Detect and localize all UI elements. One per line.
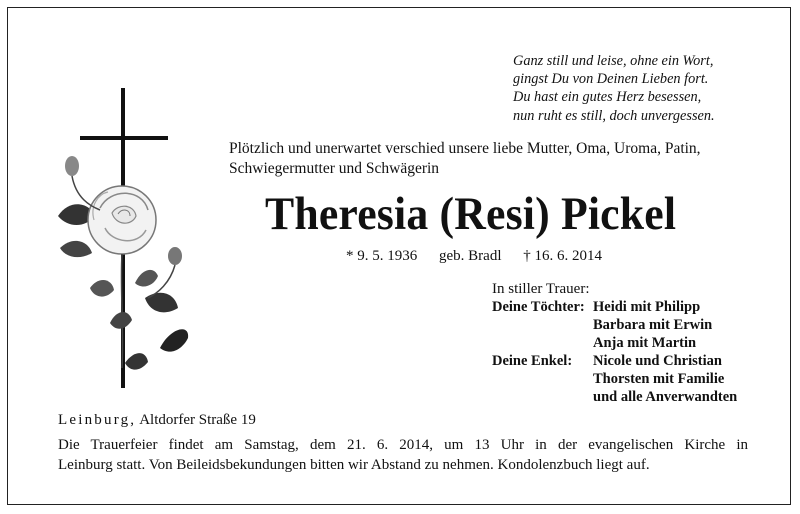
funeral-notice xyxy=(58,436,748,475)
poem-line: nun ruht es still, doch unvergessen. xyxy=(513,107,715,124)
mourners-list xyxy=(492,298,737,406)
death-date: † 16. 6. 2014 xyxy=(523,248,602,264)
mourner-group-label xyxy=(492,316,593,334)
maiden-name: geb. Bradl xyxy=(439,248,502,264)
mourner-name: Barbara mit Erwin xyxy=(593,317,713,333)
life-dates xyxy=(346,246,602,266)
mourner-group-label xyxy=(492,370,593,388)
intro-line: Plötzlich und unerwartet verschied unsere liebe Mutter, Oma, Uroma, Patin, xyxy=(229,140,701,157)
poem-line: Ganz still und leise, ohne ein Wort, xyxy=(513,53,714,69)
mourner-row xyxy=(492,298,737,316)
mourner-name: Nicole und Christian xyxy=(593,353,722,369)
mourners-heading: In stiller Trauer: xyxy=(492,281,590,297)
mourner-name: Thorsten mit Familie xyxy=(593,371,725,387)
address-place: Leinburg, xyxy=(58,412,137,428)
mourner-row xyxy=(492,352,737,370)
mourner-name: Anja mit Martin xyxy=(593,335,697,351)
mourner-group-label xyxy=(492,388,593,406)
poem-line: gingst Du von Deinen Lieben fort. xyxy=(513,71,709,88)
mourner-group-label: Deine Töchter: xyxy=(492,299,585,315)
address xyxy=(58,410,256,430)
poem-line: Du hast ein gutes Herz besessen, xyxy=(513,89,702,106)
notice-line: Die Trauerfeier findet am Samstag, dem 21. 6. 2014, um 13 Uhr in der evangelischen Kirche in xyxy=(58,437,748,453)
mourner-group-label: Deine Enkel: xyxy=(492,353,573,369)
deceased-name: Theresia (Resi) Pickel xyxy=(265,188,677,240)
mourner-row xyxy=(492,388,737,406)
announcement-intro xyxy=(229,139,789,179)
mourner-group-label xyxy=(492,334,593,352)
mourner-row xyxy=(492,334,737,352)
notice-line: Leinburg statt. Von Beileidsbekundungen bitten wir Abstand zu nehmen. Kondolenzbuch liegt auf. xyxy=(58,456,650,473)
birth-date: * 9. 5. 1936 xyxy=(346,248,418,264)
cross-with-rose-icon xyxy=(50,88,200,393)
poem xyxy=(513,52,773,125)
mourner-row xyxy=(492,370,737,388)
intro-line: Schwiegermutter und Schwägerin xyxy=(229,160,440,177)
mourner-row xyxy=(492,316,737,334)
address-street: Altdorfer Straße 19 xyxy=(139,412,256,428)
mourner-name: Heidi mit Philipp xyxy=(593,299,701,315)
mourner-name: und alle Anverwandten xyxy=(593,389,738,405)
